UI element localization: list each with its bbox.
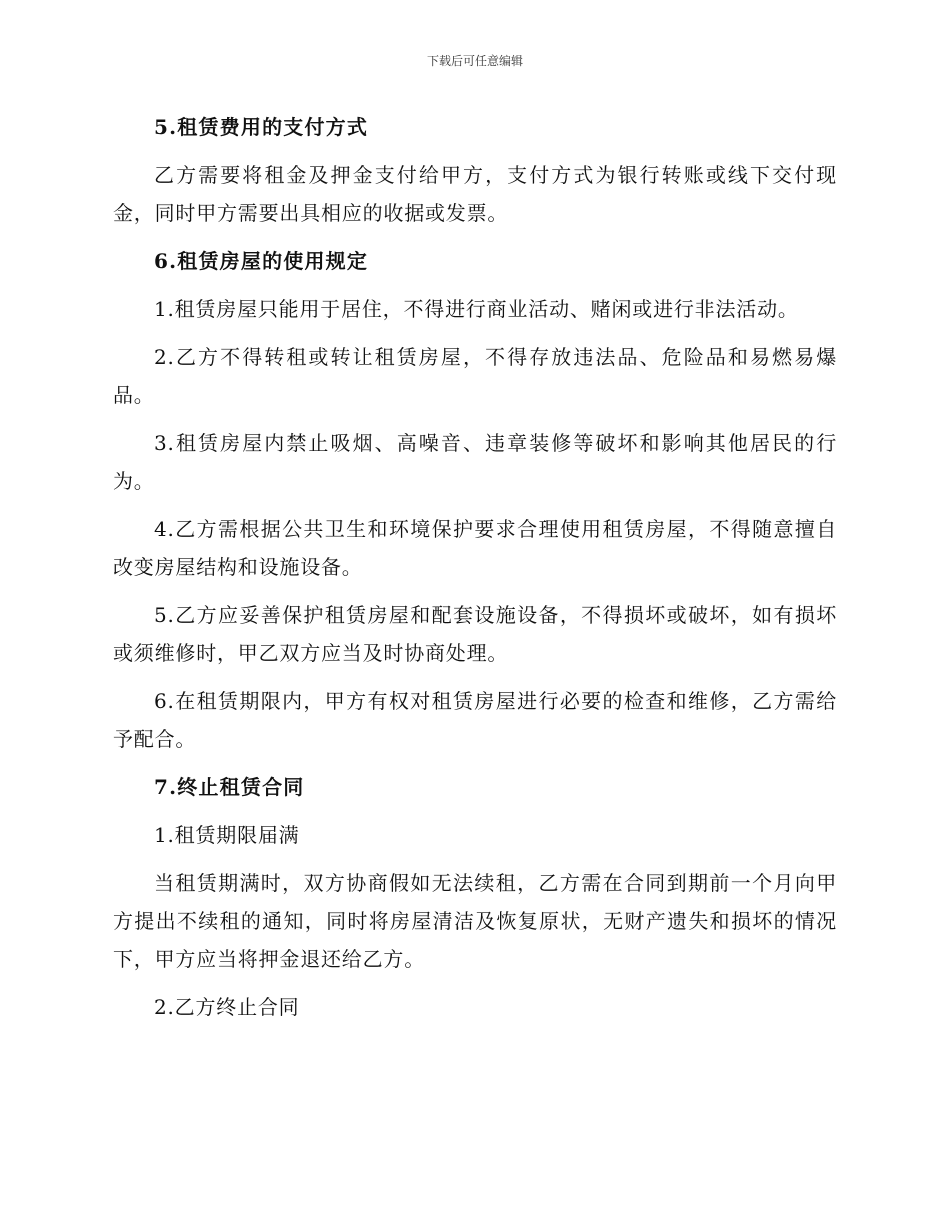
section-6-item-3: 3.租赁房屋内禁止吸烟、高噪音、违章装修等破坏和影响其他居民的行为。 [113,431,837,493]
section-5-paragraph: 乙方需要将租金及押金支付给甲方，支付方式为银行转账或线下交付现金，同时甲方需要出具相应的收据或发票。 [113,163,837,225]
section-7-paragraph: 当租赁期满时，双方协商假如无法续租，乙方需在合同到期前一个月向甲方提出不续租的通知，同时将房屋清洁及恢复原状，无财产遗失和损坏的情况下，甲方应当将押金退还给乙方。 [113,871,837,971]
page-header: 下载后可任意编辑 [426,54,523,68]
section-6-item-5: 5.乙方应妥善保护租赁房屋和配套设施设备，不得损坏或破坏，如有损坏或须维修时，甲乙双方应当及时协商处理。 [113,603,837,665]
section-7-subheading-2: 2.乙方终止合同 [154,995,300,1019]
section-7-heading: 7.终止租赁合同 [154,775,305,799]
section-5-heading: 5.租赁费用的支付方式 [154,115,369,139]
section-6-heading: 6.租赁房屋的使用规定 [154,249,369,273]
section-6-item-1: 1.租赁房屋只能用于居住，不得进行商业活动、赌闲或进行非法活动。 [154,297,799,321]
section-7-subheading-1: 1.租赁期限届满 [154,823,300,847]
document-body [113,108,837,1036]
section-6-item-6: 6.在租赁期限内，甲方有权对租赁房屋进行必要的检查和维修，乙方需给予配合。 [113,689,837,751]
section-6-item-2: 2.乙方不得转租或转让租赁房屋，不得存放违法品、危险品和易燃易爆品。 [113,345,837,407]
section-6-item-4: 4.乙方需根据公共卫生和环境保护要求合理使用租赁房屋，不得随意擅自改变房屋结构和设施设备。 [113,517,837,579]
